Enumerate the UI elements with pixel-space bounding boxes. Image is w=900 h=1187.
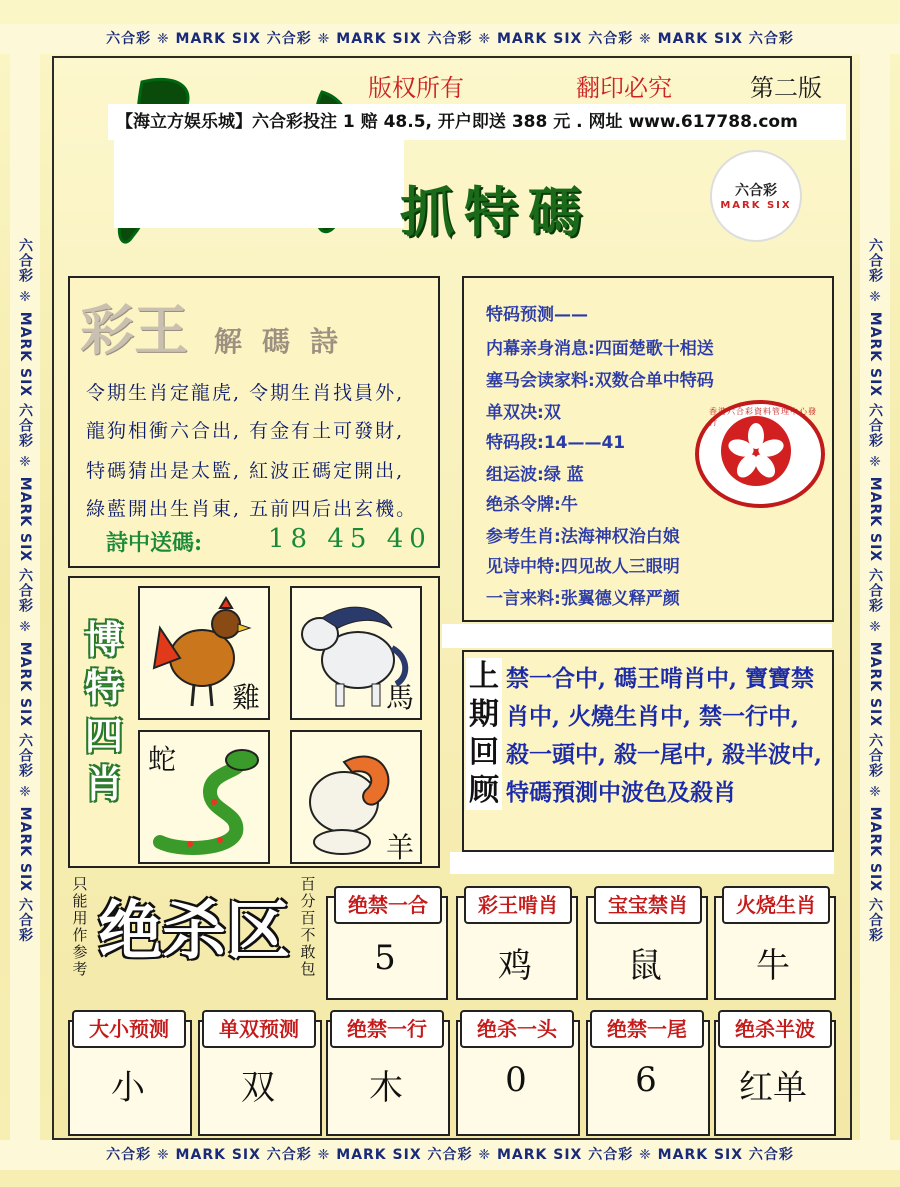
mark-six-logo [710,150,802,242]
bottom-border-band: 六合彩 ❈ MARK SIX 六合彩 ❈ MARK SIX 六合彩 ❈ MARK SIX 六合彩 ❈ MARK SIX 六合彩 [0,1140,900,1170]
poem-line-2: 龍狗相衝六合出, 有金有土可發財, [86,420,405,442]
poem-line-1: 令期生肖定龍虎, 令期生肖找員外, [86,382,405,404]
review-text: 禁一合中, 碼王啃肖中, 寶寶禁肖中, 火燒生肖中, 禁一行中, 殺一頭中, 殺一尾中, 殺半波中, 特碼預測中波色及殺肖 [506,665,823,806]
logo-main-text: 六合彩 [735,183,777,199]
prediction-heading: 特码预测—— [486,305,588,325]
kill-cell-value: 鼠 [628,946,662,986]
zodiac-name: 馬 [386,681,415,714]
prediction-item: 参考生肖:法海神权治白娘 [486,527,680,547]
prediction-item: 单双决:双 [486,403,561,423]
zodiac-name: 雞 [232,681,261,714]
prediction-item: 组运波:绿 蓝 [486,465,584,485]
right-border-band: 六合彩 ❈ MARK SIX 六合彩 ❈ MARK SIX 六合彩 ❈ MARK SIX 六合彩 ❈ MARK SIX 六合彩 [860,30,890,1150]
kill-cell-value: 牛 [756,946,790,986]
kill-cell-head: 彩王啃肖 [464,886,572,924]
poem-subtitle: 解碼詩 [214,325,359,358]
kill-cell-value: 红单 [739,1068,807,1108]
review-title: 上期回顾 [466,658,502,810]
kill-cell-head: 绝禁一行 [330,1010,444,1048]
emblem-text: 香港六合彩資料管理中心發行 [709,407,817,427]
zodiac-name: 蛇 [148,743,177,776]
kill-cell-head: 大小预测 [72,1010,186,1048]
kill-cell-head: 绝杀半波 [718,1010,832,1048]
kill-cell-head: 绝禁一尾 [590,1010,704,1048]
copyright-text: 版权所有 [368,74,464,102]
redaction-block [114,140,404,228]
kill-cell-head: 单双预测 [202,1010,316,1048]
prediction-item: 绝杀令牌:牛 [486,495,578,515]
page-title: 抓特碼 [400,180,592,244]
kill-cell-value: 6 [635,1060,657,1100]
poem-line-4: 綠藍開出生肖東, 五前四后出玄機。 [86,498,418,520]
prediction-item: 见诗中特:四见故人三眼明 [486,557,680,577]
bauhinia-icon [721,416,791,486]
guarantee-note: 百分百不敢包 [300,875,316,978]
hk-emblem [695,400,825,508]
prediction-item: 一言来料:张翼德义释严颜 [486,589,680,609]
kill-cell-value: 5 [374,938,396,978]
poem-title: 彩王 [80,298,188,362]
logo-sub-text: MARK SIX [720,200,792,211]
zodiac-cell [290,730,422,864]
ad-banner: 【海立方娱乐城】六合彩投注 1 赔 48.5, 开户即送 388 元 . 网址 www.617788.com [108,104,846,140]
redaction-block [450,852,834,874]
zodiac-side-title: 博特四肖 [84,617,123,806]
top-border-band: 六合彩 ❈ MARK SIX 六合彩 ❈ MARK SIX 六合彩 ❈ MARK SIX 六合彩 ❈ MARK SIX 六合彩 [0,24,900,54]
kill-cell-head: 宝宝禁肖 [594,886,702,924]
edition-label: 第二版 [750,74,822,102]
kill-cell-head: 绝杀一头 [460,1010,574,1048]
no-copy-text: 翻印必究 [576,74,672,102]
zodiac-cell [138,730,270,864]
poem-reward-numbers: 18 45 40 [268,524,432,554]
kill-cell-value: 木 [369,1068,403,1108]
reference-note: 只能用作参考 [72,875,88,978]
poem-line-3: 特碼猜出是太監, 紅波正碼定開出, [86,460,405,482]
kill-cell-head: 火烧生肖 [722,886,830,924]
kill-cell-value: 小 [111,1068,145,1108]
left-border-band: 六合彩 ❈ MARK SIX 六合彩 ❈ MARK SIX 六合彩 ❈ MARK SIX 六合彩 ❈ MARK SIX 六合彩 [10,30,40,1150]
zodiac-name: 羊 [386,831,415,864]
kill-cell-value: 双 [241,1068,275,1108]
zodiac-cell [138,586,270,720]
zodiac-cell [290,586,422,720]
prediction-item: 内幕亲身消息:四面楚歌十相送 [486,339,714,359]
kill-cell-head: 绝禁一合 [334,886,442,924]
redaction-block [442,624,832,648]
poem-reward-label: 詩中送碼: [106,530,203,556]
prediction-item: 塞马会读家料:双数合单中特码 [486,371,714,391]
kill-cell-value: 0 [505,1060,527,1100]
kill-cell-value: 鸡 [498,946,532,986]
kill-zone-title: 绝杀区 [98,895,290,969]
prediction-item: 特码段:14——41 [486,433,626,453]
